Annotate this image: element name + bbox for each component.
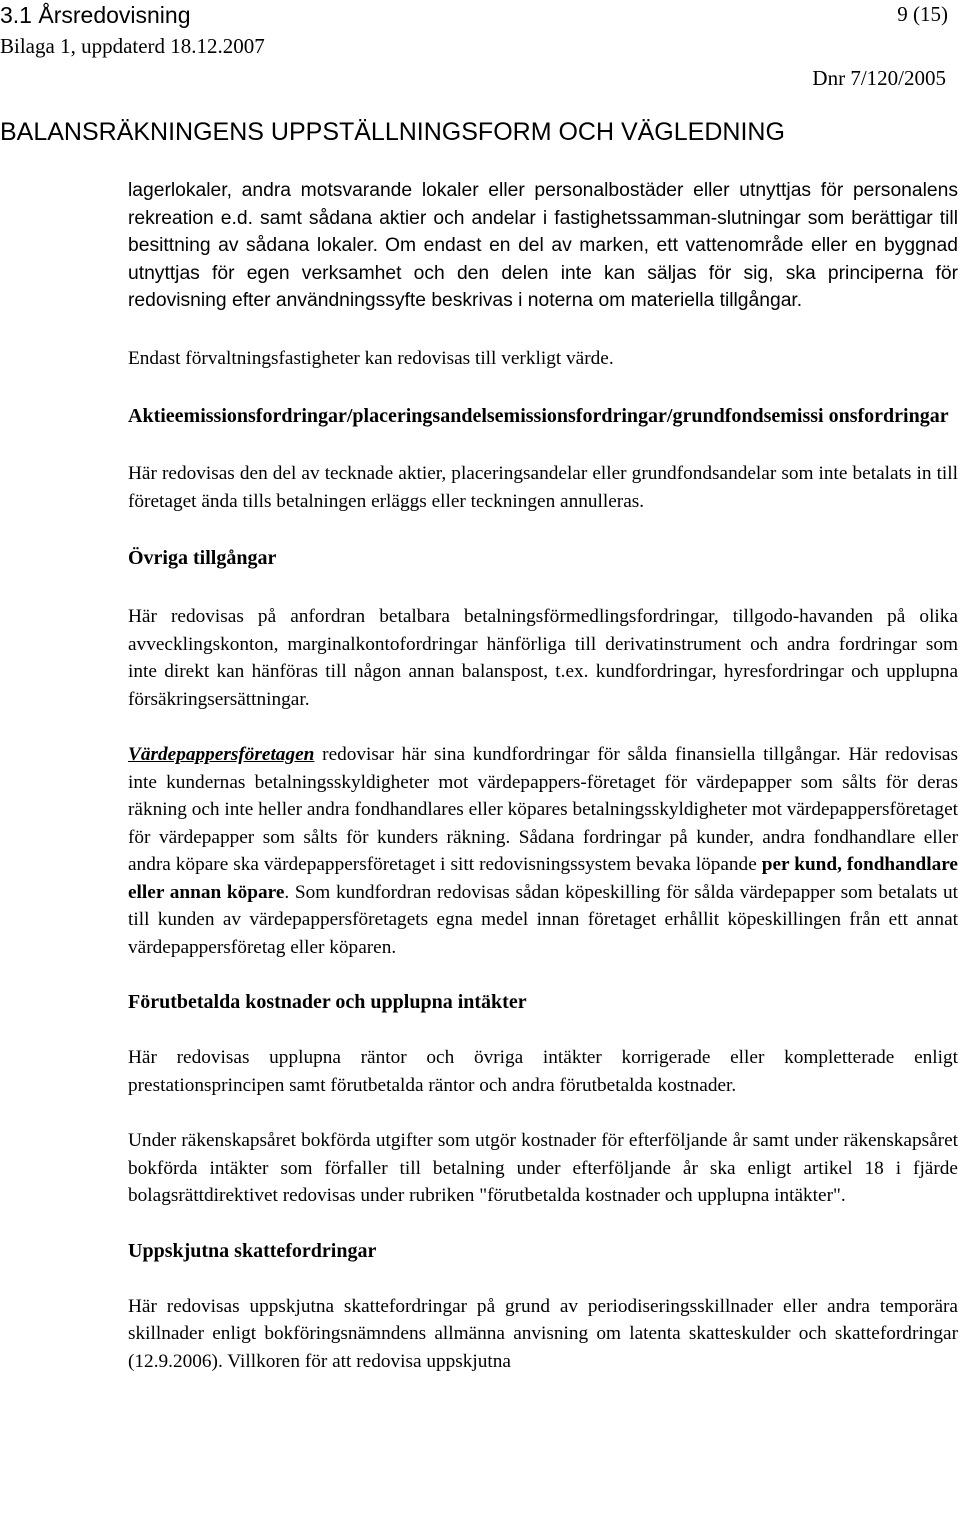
document-body	[128, 177, 958, 1376]
paragraph-uppskjutna-skattefordringar: Här redovisas uppskjutna skattefordringar på grund av periodiseringsskillnader eller andra temporära skillnader enligt bokföringsnämndens allmänna anvisning om latenta skatteskulder och skattefordringar (12.9.2006). Villkoren för att redovisa uppskjutna	[128, 1295, 958, 1372]
paragraph-aktieemissionsfordringar: Här redovisas den del av tecknade aktier, placeringsandelar eller grundfondsandelar som inte betalats in till företaget ända tills betalningen erläggs eller teckningen annulleras.	[128, 463, 958, 512]
heading-forutbetalda-kostnader: Förutbetalda kostnader och upplupna intäkter	[128, 991, 527, 1014]
term-vardepappersforetagen: Värdepappersföretagen	[128, 743, 315, 765]
emphasis-per-kund: per kund, fondhandlare eller annan köpare	[128, 854, 958, 903]
paragraph-rakenskapsaret: Under räkenskapsåret bokförda utgifter som utgör kostnader för efterföljande år samt under räkenskapsåret bokförda intäkter som förfaller till betalning under efterföljande år ska enligt artikel 18 i fjärde bolagsrättdirektivet redovisas under rubriken "förutbetalda kostnader och upplupna intäkter".	[128, 1130, 958, 1207]
paragraph-vardepappersforetagen-part-a: redovisar här sina kundfordringar för sålda finansiella tillgångar. Här redovisas inte kundernas betalningsskyldigheter mot värdepappers-företaget för värdepapper som sålts för deras räkning och inte heller andra fondhandlares eller köpares betalningsskyldigheter mot värdepappersföretaget för värdepapper som sålts för kunders räkning. Sådana fordringar på kunder, andra fondhandlare eller andra köpare ska värdepappersföretaget i sitt redovisningssystem bevaka löpande	[128, 743, 958, 876]
paragraph-vardepappersforetagen-part-b: . Som kundfordran redovisas sådan köpeskilling för sålda värdepapper som betalats ut till kunden av värdepappersföretagets egna medel innan företaget erhållit köpeskillingen från ett annat värdepappersföretag eller köparen.	[128, 881, 958, 959]
paragraph-forvaltningsfastigheter: Endast förvaltningsfastigheter kan redovisas till verkligt värde.	[128, 347, 614, 369]
document-number: Dnr 7/120/2005	[812, 66, 946, 90]
paragraph-upplupna-rantor: Här redovisas upplupna räntor och övriga intäkter korrigerade eller kompletterade enligt prestationsprincipen samt förutbetalda räntor och andra förutbetalda kostnader.	[128, 1047, 958, 1097]
header-section-title: 3.1 Årsredovisning	[0, 2, 191, 28]
page-number: 9 (15)	[897, 2, 948, 26]
paragraph-lagerlokaler	[128, 177, 958, 315]
header-appendix-info: Bilaga 1, uppdaterd 18.12.2007	[0, 34, 265, 58]
document-title: BALANSRÄKNINGENS UPPSTÄLLNINGSFORM OCH VÄGLEDNING	[0, 118, 785, 146]
heading-aktieemissionsfordringar: Aktieemissionsfordringar/placeringsandelsemissionsfordringar/grundfondsemissi onsfordringar	[128, 404, 949, 427]
heading-ovriga-tillgangar: Övriga tillgångar	[128, 547, 277, 570]
paragraph-lagerlokaler-part-b: Om endast en del av marken, ett vattenområde eller en byggnad utnyttjas för egen verksamhet och den delen inte kan säljas för sig, ska principerna för redovisning efter användningssyfte beskrivas i noterna om materiella tillgångar.	[128, 235, 958, 312]
heading-uppskjutna-skattefordringar: Uppskjutna skattefordringar	[128, 1239, 377, 1262]
paragraph-lagerlokaler-part-a: lagerlokaler, andra motsvarande lokaler eller personalbostäder eller utnyttjas för personalens rekreation e.d. samt sådana aktier och andelar i fastighetssamman-slutningar som berättigar till besittning av sådana lokaler.	[128, 180, 958, 257]
paragraph-vardepappersforetagen	[128, 741, 958, 962]
paragraph-ovriga-tillgangar: Här redovisas på anfordran betalbara betalningsförmedlingsfordringar, tillgodo-havanden på olika avvecklingskonton, marginalkontofordringar hänförliga till derivatinstrument och andra fordringar som inte direkt kan hänföras till någon annan balanspost, t.ex. kundfordringar, hyresfordringar och upplupna försäkringsersättningar.	[128, 605, 958, 710]
